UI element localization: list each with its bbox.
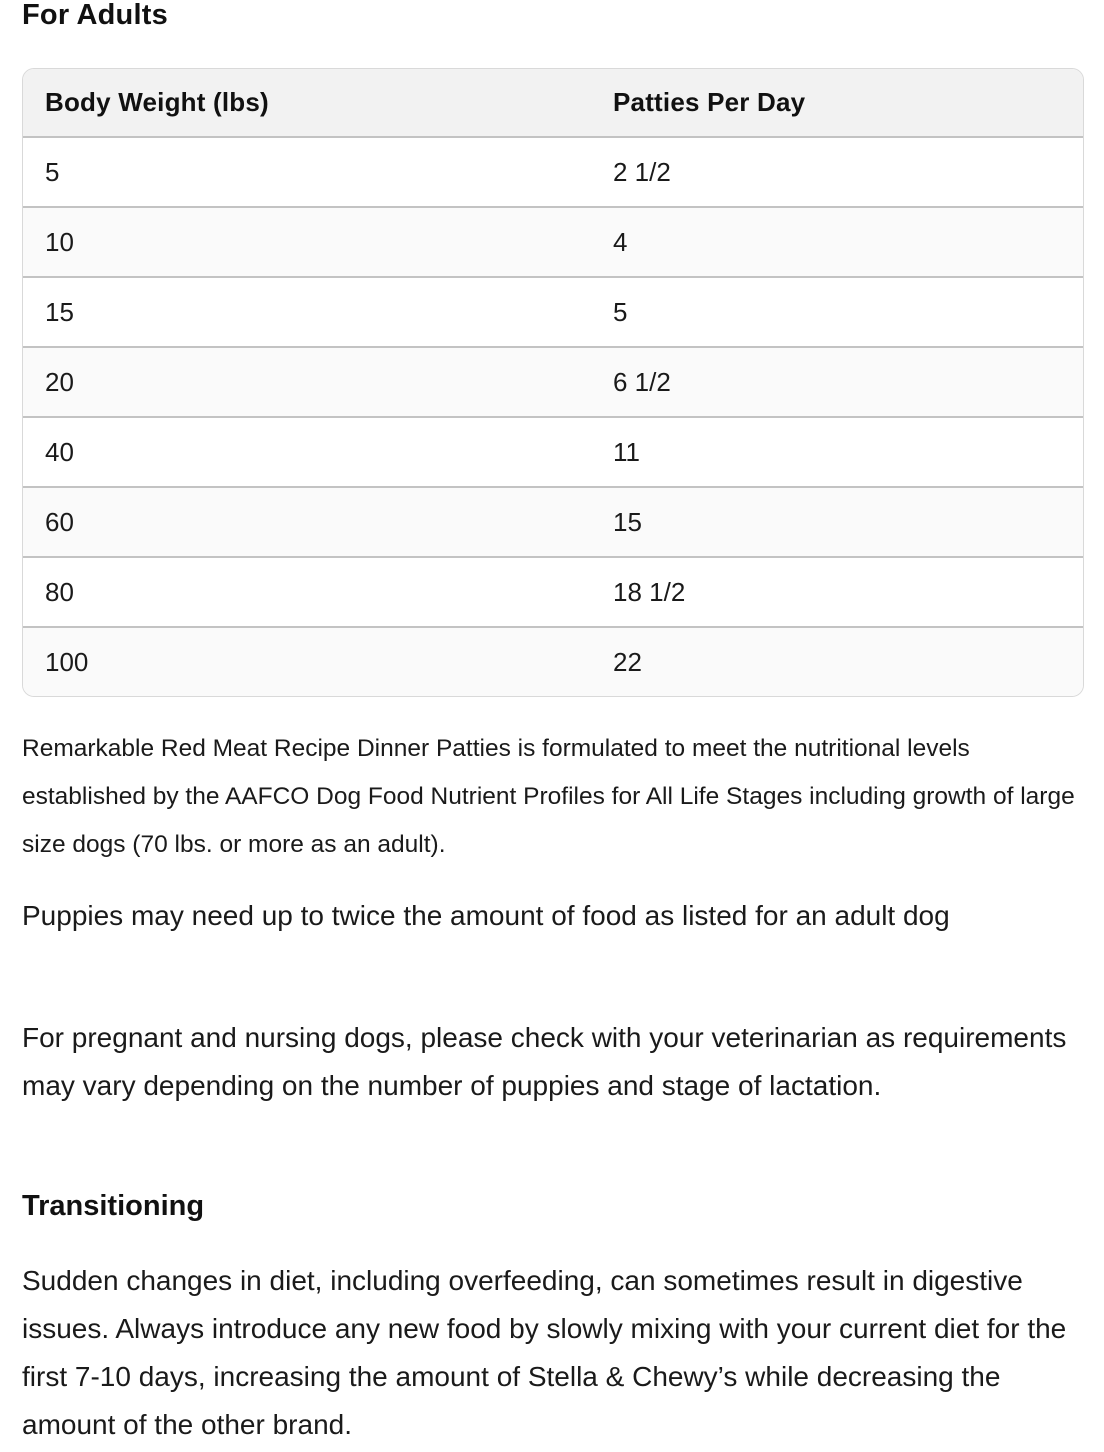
pregnant-dogs-note: For pregnant and nursing dogs, please check with your veterinarian as requirements may vary depending on the number of puppies and stage of lactation.: [22, 1022, 1067, 1101]
table-header-row: [23, 69, 1083, 137]
body-weight-cell: 15: [23, 277, 591, 347]
aafco-statement: Remarkable Red Meat Recipe Dinner Patties is formulated to meet the nutritional levels established by the AAFCO Dog Food Nutrient Profiles for All Life Stages including growth of large size dogs (70 lbs. or more as an adult).: [22, 735, 1075, 858]
feeding-table: [23, 69, 1083, 696]
transitioning-body: Sudden changes in diet, including overfeeding, can sometimes result in digestive issues. Always introduce any new food by slowly mixing with your current diet for the first 7-10 days, increasing the amount of Stella & Chewy’s while decreasing the amount of the other brand.: [22, 1265, 1067, 1440]
patties-per-day-cell: 15: [591, 487, 1083, 557]
patties-per-day-cell: 2 1/2: [591, 137, 1083, 207]
header-body-weight: Body Weight (lbs): [23, 69, 591, 137]
table-row: [23, 627, 1083, 696]
body-weight-cell: 20: [23, 347, 591, 417]
section-title: For Adults: [22, 0, 168, 31]
table-row: [23, 417, 1083, 487]
patties-per-day-cell: 6 1/2: [591, 347, 1083, 417]
body-weight-cell: 40: [23, 417, 591, 487]
feeding-table-container: [22, 68, 1084, 697]
body-weight-cell: 5: [23, 137, 591, 207]
body-weight-cell: 100: [23, 627, 591, 696]
patties-per-day-cell: 22: [591, 627, 1083, 696]
patties-per-day-cell: 11: [591, 417, 1083, 487]
table-row: [23, 137, 1083, 207]
patties-per-day-cell: 4: [591, 207, 1083, 277]
patties-per-day-cell: 5: [591, 277, 1083, 347]
table-row: [23, 277, 1083, 347]
body-weight-cell: 80: [23, 557, 591, 627]
header-patties-per-day: Patties Per Day: [591, 69, 1083, 137]
puppies-note: Puppies may need up to twice the amount of food as listed for an adult dog: [22, 900, 950, 931]
body-weight-cell: 60: [23, 487, 591, 557]
patties-per-day-cell: 18 1/2: [591, 557, 1083, 627]
table-row: [23, 557, 1083, 627]
body-weight-cell: 10: [23, 207, 591, 277]
transitioning-title: Transitioning: [22, 1190, 205, 1222]
table-row: [23, 207, 1083, 277]
table-row: [23, 487, 1083, 557]
table-body: [23, 137, 1083, 696]
table-row: [23, 347, 1083, 417]
